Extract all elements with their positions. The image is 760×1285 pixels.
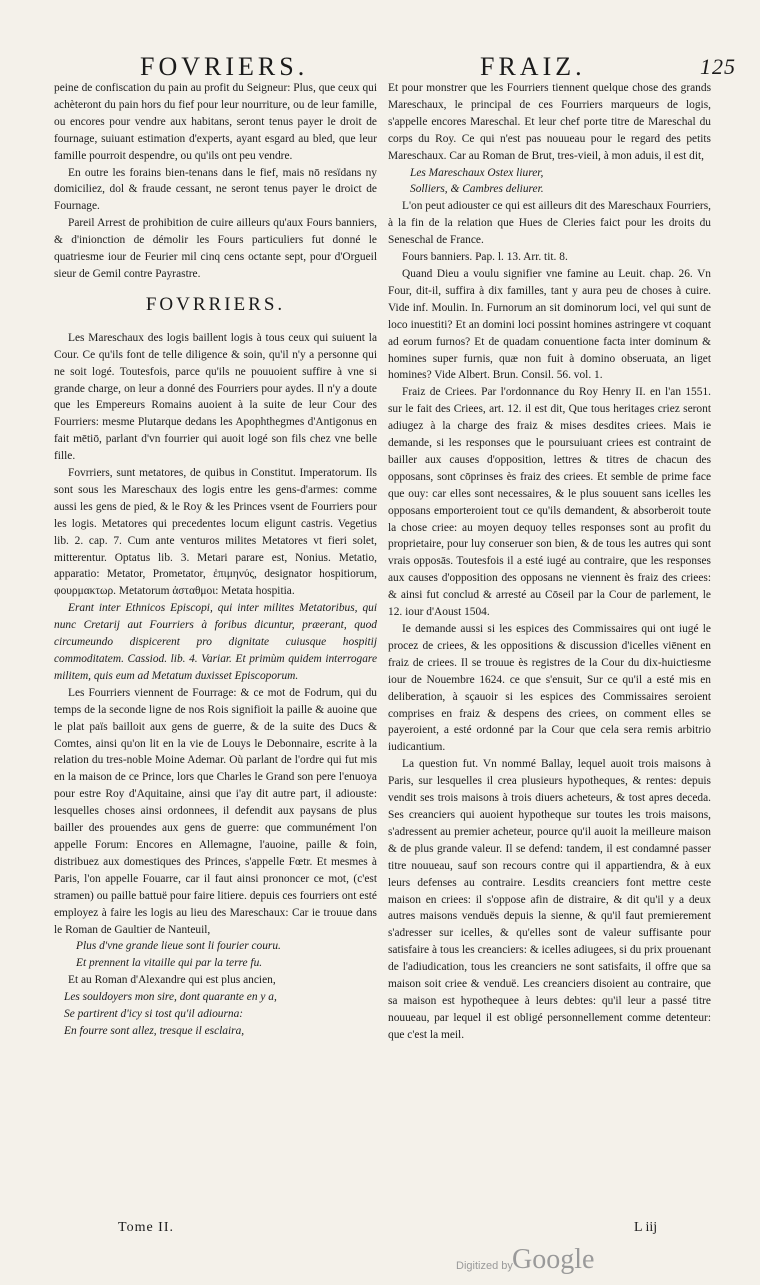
- paragraph: Et au Roman d'Alexandre qui est plus ancien,: [68, 974, 276, 987]
- page-number: 125: [700, 54, 736, 79]
- tome-label: Tome II.: [118, 1220, 175, 1235]
- paragraph: Fours banniers. Pap. l. 13. Arr. tit. 8.: [402, 251, 568, 264]
- paragraph: La question fut. Vn nommé Ballay, lequel auoit trois maisons à Paris, sur lesquelles il crea plusieurs hypotheques, & rentes: depuis vendit ses trois maisons à trois diuers acheteurs, & tost apres deceda. Ses creanciers qui auoient hypotheque sur toutes les trois maisons, s'adressent au premier acheteur, pource qu'il auoit la meilleure maison & de plus grande valeur. Il se defend: tandem, il est condamné passer titre nouueau, sauf son recours contre qui il appartiendra, & à eux leurs defenses au contraire. Lesdits creanciers font mettre ceste maison en criees: il s'oppose afin de distraire, & dit qu'il y a deux autres maisons venduës depuis la sienne, & qu'il faut premierement s'adresser sur icelles, & qu'elles sont de valeur suffisante pour satisfaire à tous les creanciers: & icelles adiugees, si du prix prouenant de l'adiudication, tous les creanciers ne sont satisfaits, il offre que sa maison soit criee & venduë. Les creanciers disoient au contraire, que sa maison est hypothequee à leurs debtes: qu'il leur a passé titre nouueau, par lequel il est obligé personnellement comme detenteur: que c'est la meil.: [388, 758, 711, 1041]
- watermark-prefix: Digitized by: [456, 1260, 513, 1272]
- verse-line: Se partirent d'icy si tost qu'il adiourna:: [64, 1008, 244, 1021]
- paragraph: Et pour monstrer que les Fourriers tiennent quelque chose des grands Mareschaux, le principal de ces Fourriers marqueurs de logis, s'appelle encores Mareschal. Et leur chef porte titre de Mareschal du corps du Roy. Ce qui n'est pas nouueau pour le regard des petits Mareschaux. Car au Roman de Brut, tres-vieil, à mon aduis, il est dit,: [388, 82, 711, 162]
- running-header: [0, 52, 760, 82]
- paragraph: peine de confiscation du pain au profit du Seigneur: Plus, que ceux qui achèteront du pain hors du fief pour leur nourriture, ou de leur famille, ou encores pour vendre aux habitans, seront tenus payer le droit de fournage, suiuant estimation d'experts, ayant esgard au bled, que leur famille pourroit despendre, ou qu'ils ont peu vendre.: [54, 82, 377, 162]
- section-heading: FOVRRIERS.: [145, 293, 286, 315]
- paragraph: En outre les forains bien-tenans dans le fief, mais nō resïdans ny domiciliez, dol & fraude cessant, ne seront tenus payer le droict de Fournage.: [54, 166, 377, 213]
- header-left-title: FOVRIERS.: [140, 52, 309, 81]
- paragraph: Fovrriers, sunt metatores, de quibus in Constitut. Imperatorum. Ils sont sous les Mareschaux des logis entre les gens-d'armes: comme aussi les gens de pied, & le Roy & les Princes vsent de Fourriers pour les logis. Metatores qui precedentes locum eligunt castris. Vegetius lib. 2. cap. 7. Cum ante venturos milites Metatores vt fieri solet, mitterentur. Optatus lib. 3. Metari parare est, Nonius. Metatio, apparatio: Metator, Prometator, ἐπιμηνύς, designator hospitiorum, φουρμακτωρ. Metatorum ἀσταθμοι: Metata hospitia.: [54, 467, 377, 598]
- verse-line: Solliers, & Cambres deliurer.: [410, 183, 544, 196]
- header-right-title: FRAIZ.: [480, 52, 586, 81]
- paragraph: Fraiz de Criees. Par l'ordonnance du Roy Henry II. en l'an 1551. sur le fait des Criees, art. 12. il est dit, Que tous heritages criez seront adiugez à la charge des fraiz & mises desdites criees. Mais ie demande, si les responses que le poursuiuant criees est contraint de bailler aux causes d'opposition, lettres & titres de chacun des opposans, sont cōprinses ès fraiz des criees. Et semble de prime face que ouy: car elles sont necessaires, & le plus souuent sans icelles les opposans emporteroient tout ce qu'ils demandent, & absorberoit toute la chose criee: au moyen dequoy telles responses sont au profit du proprietaire, pour luy conseruer son bien, & de tous les autres qui sont vrais opposās. Toutesfois il a esté iugé au contraire, que les responses aux causes d'opposition des opposans ne viennent ès fraiz des criees: & ainsi fut conclud & arresté au Cōseil par la Cour de parlement, le 12. iour d'Aoust 1504.: [388, 386, 711, 619]
- verse-line: Les souldoyers mon sire, dont quarante en y a,: [64, 991, 277, 1004]
- left-column: [54, 80, 377, 1040]
- paragraph: Les Mareschaux des logis baillent logis à tous ceux qui suiuent la Cour. Ce qu'ils font de telle diligence & soin, qu'il n'y a personne qui ne soit logé. Toutesfois, parce qu'ils ne pouuoient suffire à vne si grande charge, on leur a donné des Fourriers pour aydes. Il n'y a doute que les Empereurs Romains auoient à la suite de leur Cour des Fourriers: mesme Plutarque dedans les Apophthegmes d'Antigonus en fait mētiō, parlant d'vn fourrier qui auoit logé son fils chez vne belle fille.: [54, 331, 377, 463]
- paragraph: Pareil Arrest de prohibition de cuire ailleurs qu'aux Fours banniers, & d'inionction de démolir les Fours particuliers fut donné le quatriesme iour de Feurier mil cinq cens octante sept, pour d'Orgueil sieur de Gemil contre Payrastre.: [54, 217, 377, 280]
- paragraph: Erant inter Ethnicos Episcopi, qui inter milites Metatoribus, qui nunc Cretarij aut Fourriers à foribus dicuntur, præerant, quod circumeundo dispicerent pro dignitate cuiusque hospitij commoditatem. Cassiod. lib. 4. Variar. Et primùm quidem interrogare militem, quis eum ad Metatum duxisset Episcoporum.: [54, 602, 377, 682]
- verse-line: En fourre sont allez, tresque il esclaira,: [64, 1024, 245, 1037]
- verse-line: Et prennent la vitaille qui par la terre fu.: [76, 957, 263, 970]
- verse-line: Plus d'vne grande lieue sont li fourier couru.: [76, 940, 281, 953]
- paragraph: Les Fourriers viennent de Fourrage: & ce mot de Fodrum, qui du temps de la seconde ligne de nos Rois signifioit la paille & auoine que le plat païs bailloit aux gens de guerre, & de la suite des Ducs & Comtes, ainsi qu'on lit en la vie de Louys le Debonnaire, escrite à la relation du tres-noble Moine Ademar. Où parlant de l'ordre qui fut mis en la maison de ce Prince, lors que Charles le Grand son pere l'enuoya pour estre Roy d'Aquitaine, ainsi que i'ay dit autre part, il adiouste: lesquelles choses ainsi ordonnees, il defendit aux paysans de plus bailler des prouendes aux gens de guerre: que communément l'on appelle Forum: Encores en Allemagne, l'auoine, paille & foin, distribuez aux domestiques des Princes, s'appelle Fœtr. Et mesmes à Paris, l'on appelle Fouarre, car il faut ainsi prononcer ce mot, (c'est stramen) ou paille battuë pour faire litiere. depuis ces fourriers ont esté employez à faire les logis au lieu des Mareschaux: Car ie trouue dans le Roman de Gaultier de Nanteuil,: [54, 686, 377, 936]
- page-footer: [0, 1220, 760, 1240]
- signature-mark: L iij: [634, 1220, 658, 1235]
- verse-line: Les Mareschaux Ostex liurer,: [410, 166, 544, 179]
- google-logo: Google: [512, 1244, 595, 1275]
- paragraph: Quand Dieu a voulu signifier vne famine au Leuit. chap. 26. Vn Four, dit-il, suffira à dix familles, tant y aura peu de choses à cuire. Vide inf. Moulin. In. Furnorum an sit dominorum loci, vel qui sunt de loco inuestiti? Et an domini loci possint homines astringere vt coquant ad eorum furnos? Et de quadam conuentione facta inter dominum & homines super furnis, quæ non fuit à domino obseruata, an liget homines? Vide Albert. Brun. Consil. 56. vol. 1.: [388, 267, 711, 382]
- right-column: [388, 80, 711, 1044]
- paragraph: Ie demande aussi si les espices des Commissaires qui ont iugé le procez de criees, & les oppositions & discussion d'icelles viēnent en fraiz de criees. Il se trouue ès registres de la Cour du dix-huictiesme iour de Nouembre 1624. ce que s'ensuit, Sur ce qu'il a esté mis en deliberation, à sçauoir si les espices des Commissaires seroient comprises en fraiz & despens des criees, on comment elles se payeroient, a esté ordonné par la Cour que cela sera remis arbitrio iudicantium.: [388, 623, 711, 754]
- paragraph: L'on peut adiouster ce qui est ailleurs dit des Mareschaux Fourriers, à la fin de la relation que Hues de Cleries faict pour les droits du Seneschal de France.: [388, 200, 711, 247]
